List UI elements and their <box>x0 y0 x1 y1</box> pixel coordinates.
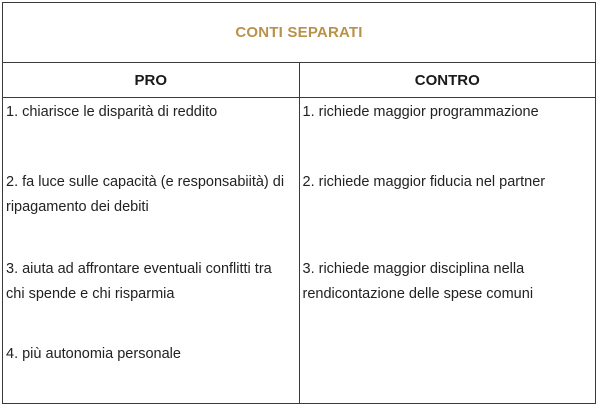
contro-header: CONTRO <box>299 63 596 98</box>
table-title <box>3 3 596 63</box>
contro-item-1: 1. richiede maggior programmazione <box>302 104 539 120</box>
table-title-text: CONTI SEPARATI <box>235 24 363 41</box>
pro-item-1: 1. chiarisce le disparità di reddito <box>6 104 218 120</box>
contro-item-3: 3. richiede maggior disciplina nella rendicontazione delle spese comuni <box>302 261 534 302</box>
pro-item-4: 4. più autonomia personale <box>6 346 181 362</box>
pro-header: PRO <box>3 63 300 98</box>
pro-item-3: 3. aiuta ad affrontare eventuali conflitti tra chi spende e chi risparmia <box>6 261 272 302</box>
contro-column <box>299 98 596 404</box>
pros-cons-table <box>2 2 596 404</box>
pro-item-2: 2. fa luce sulle capacità (e responsabiità) di ripagamento dei debiti <box>6 174 285 215</box>
contro-item-2: 2. richiede maggior fiducia nel partner <box>302 174 546 190</box>
pro-column <box>3 98 300 404</box>
